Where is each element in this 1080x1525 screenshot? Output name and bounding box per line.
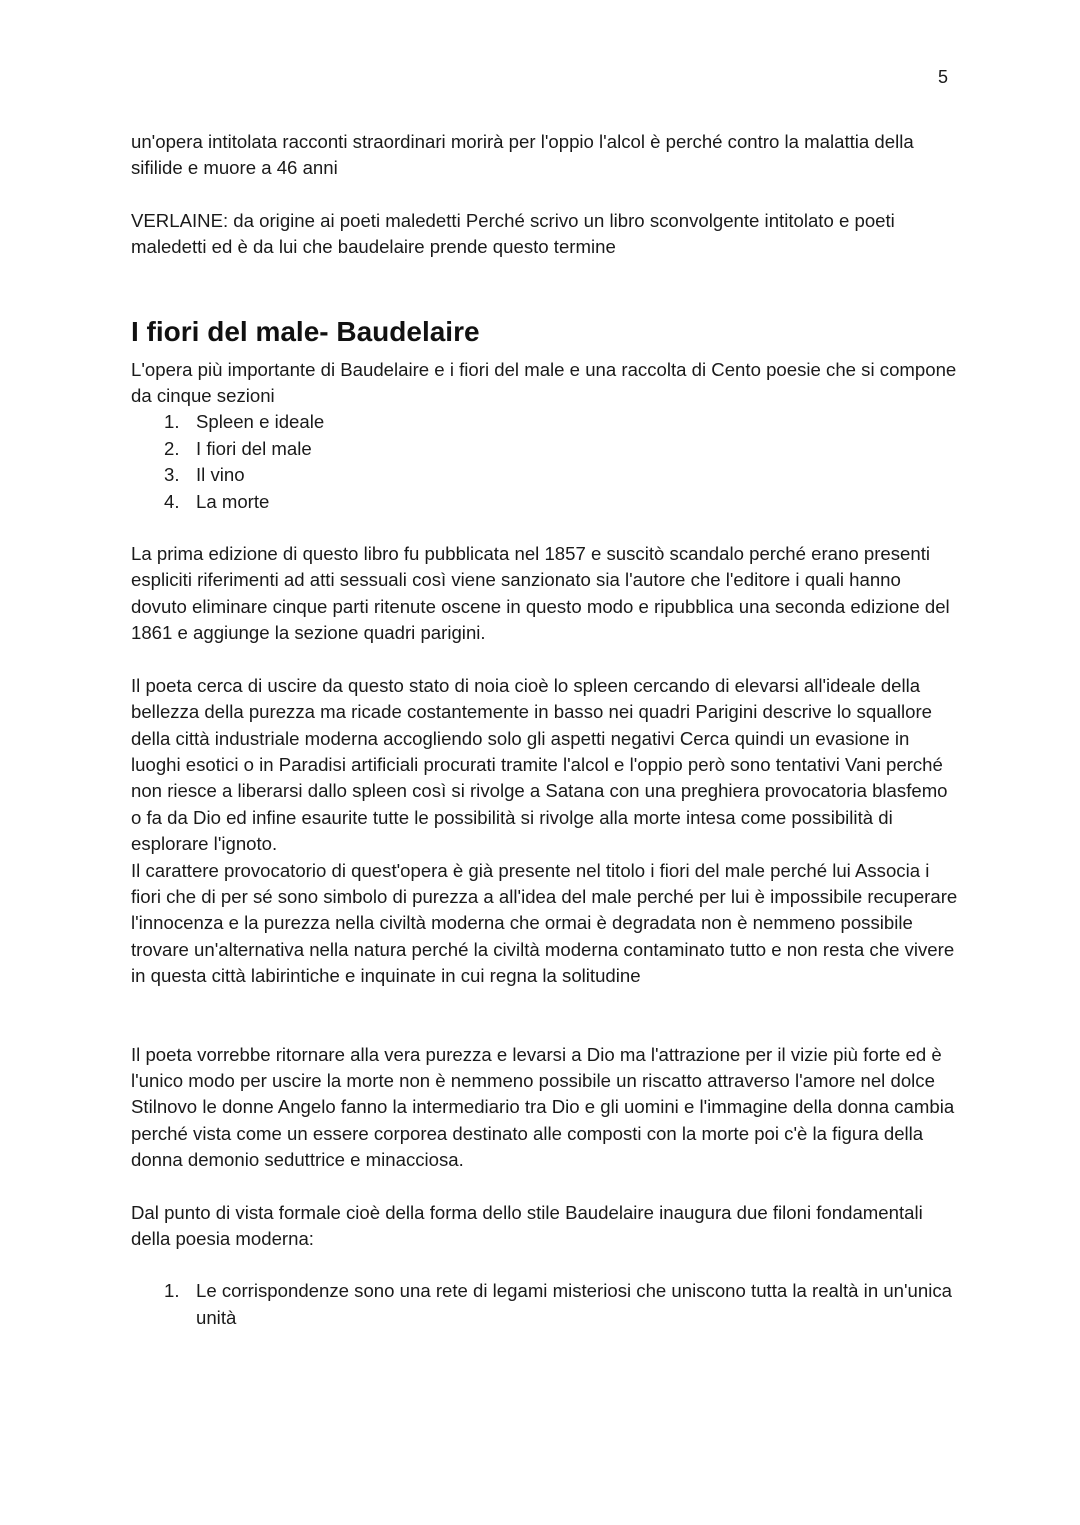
carattere-paragraph: Il carattere provocatorio di quest'opera è già presente nel titolo i fiori del male perché lui Associa i fiori che di per sé sono simbolo di purezza a all'idea del male perché per lui è impossibile recuperare l'innocenza e la purezza nella civiltà moderna che ormai è degradata non è nemmeno possibile trovare un'alternativa nella natura perché la civiltà moderna contaminato tutto e non resta che vivere in questa città labirintiche e inquinate in cui regna la solitudine bbox=[131, 859, 958, 987]
page-content bbox=[131, 129, 961, 1331]
list-item-label: La morte bbox=[196, 490, 270, 512]
list-item-label: I fiori del male bbox=[196, 437, 312, 459]
edition-paragraph: La prima edizione di questo libro fu pubblicata nel 1857 e suscitò scandalo perché erano presenti espliciti riferimenti ad atti sessuali così viene sanzionato sia l'autore che l'editore i quali hanno dovuto eliminare cinque parti ritenute oscene in questo modo e ripubblica una seconda edizione del 1861 e aggiunge la sezione quadri parigini. bbox=[131, 543, 950, 644]
ritornare-paragraph: Il poeta vorrebbe ritornare alla vera purezza e levarsi a Dio ma l'attrazione per il vizie più forte ed è l'unico modo per uscire la morte non è nemmeno possibile un riscatto attraverso l'amore nel dolce Stilnovo le donne Angelo fanno la intermediario tra Dio e gli uomini e l'immagine della donna cambia perché vista come un essere corporea destinato alle composti con la morte poi c'è la figura della donna demonio seduttrice e minacciosa. bbox=[131, 1043, 955, 1171]
list-item-label: Spleen e ideale bbox=[196, 411, 325, 433]
list-item bbox=[131, 409, 961, 435]
list-item bbox=[131, 462, 961, 488]
list-item-label: Il vino bbox=[196, 464, 245, 486]
list-item-number: 3. bbox=[164, 464, 180, 486]
sections-list bbox=[131, 409, 961, 515]
list-item-label: Le corrispondenze sono una rete di legami misteriosi che uniscono tutta la realtà in un'unica unità bbox=[196, 1280, 953, 1328]
section-intro-paragraph: L'opera più importante di Baudelaire e i fiori del male e una raccolta di Cento poesie che si compone da cinque sezioni bbox=[131, 358, 957, 407]
list-item-number: 1. bbox=[164, 411, 180, 433]
intro-paragraph-1: un'opera intitolata racconti straordinari morirà per l'oppio l'alcol è perché contro la malattia della sifilide e muore a 46 anni bbox=[131, 131, 914, 179]
list-item-number: 1. bbox=[164, 1280, 180, 1302]
formale-paragraph: Dal punto di vista formale cioè della forma dello stile Baudelaire inaugura due filoni fondamentali della poesia moderna: bbox=[131, 1201, 923, 1249]
intro-paragraph-verlaine: VERLAINE: da origine ai poeti maledetti Perché scrivo un libro sconvolgente intitolato e poeti maledetti ed è da lui che baudelaire prende questo termine bbox=[131, 209, 895, 258]
section-heading: I fiori del male- Baudelaire bbox=[131, 315, 480, 347]
poeta-paragraph: Il poeta cerca di uscire da questo stato di noia cioè lo spleen cercando di elevarsi all'ideale della bellezza della purezza ma ricade costantemente in basso nei quadri Parigini descrive lo squallore della città industriale moderna accogliendo solo gli aspetti negativi Cerca quindi un evasione in luoghi esotici o in Paradisi artificiali procurati tramite l'alcol e l'oppio però sono tentativi Vani perché non riesce a liberarsi dallo spleen così si rivolge a Satana con una preghiera provocatoria blasfemo o fa da Dio ed infine esaurite tutte le possibilità si rivolge alla morte intesa come possibilità di esplorare l'ignoto. bbox=[131, 674, 948, 855]
spacer bbox=[131, 990, 961, 1042]
page-number: 5 bbox=[937, 67, 948, 87]
filoni-list bbox=[131, 1278, 961, 1331]
list-item bbox=[131, 436, 961, 462]
list-item-number: 4. bbox=[164, 490, 180, 512]
list-item bbox=[131, 489, 961, 515]
list-item-number: 2. bbox=[164, 437, 180, 459]
list-item bbox=[131, 1278, 961, 1331]
